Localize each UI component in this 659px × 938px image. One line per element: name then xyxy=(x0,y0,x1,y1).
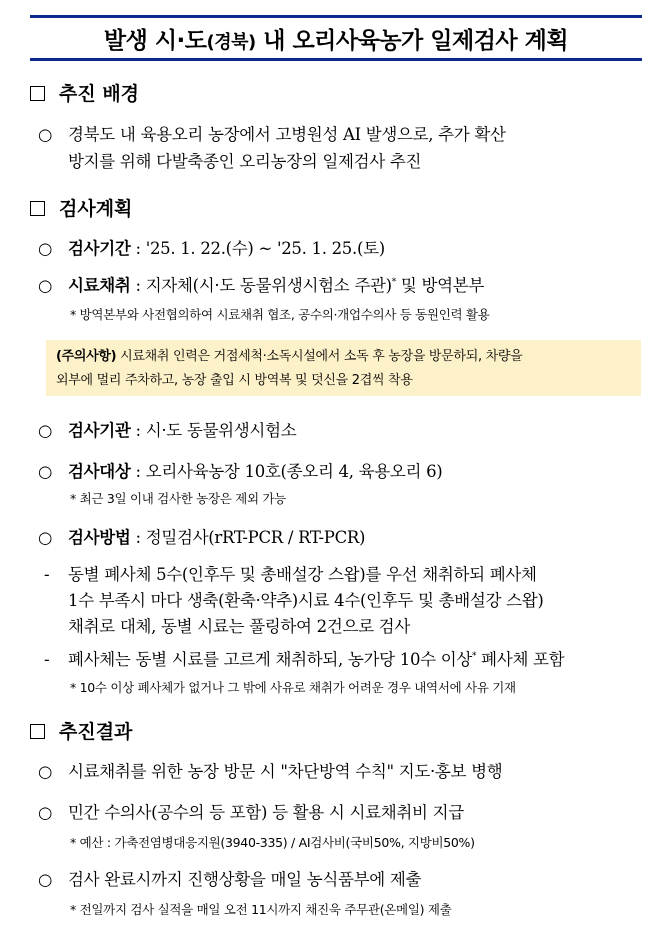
background-item-line2 xyxy=(68,148,421,172)
background-line1: 경북도 내 육용오리 농장에서 고병원성 AI 발생으로, 추가 확산 xyxy=(68,125,506,144)
section-result-heading xyxy=(30,717,132,744)
caution-text1: 시료채취 인력은 거점세척·소독시설에서 소독 후 농장을 방문하되, 차량을 xyxy=(116,349,523,364)
footnote-mark: * xyxy=(472,651,477,662)
title-bar xyxy=(30,15,642,61)
sampling-value2: 및 방역본부 xyxy=(395,276,485,295)
method-dash1-line2: 1수 부족시 마다 생축(환축·약추)시료 4수(인후두 및 총배설강 스왑) xyxy=(68,591,544,610)
sampling-label: 시료채취 xyxy=(68,276,131,295)
background-line2: 방지를 위해 다발축종인 오리농장의 일제검사 추진 xyxy=(68,152,422,171)
circle-bullet-icon: ○ xyxy=(38,803,53,822)
sampling-value: : 지자체(시·도 동물위생시험소 주관) xyxy=(130,276,392,295)
checkbox-square-icon xyxy=(30,724,45,739)
result-item2-note xyxy=(70,833,475,851)
title-part-b: (경북) xyxy=(206,31,256,53)
method-dash1 xyxy=(44,561,537,585)
result-item2-note-text: * 예산 : 가축전염병대응지원(3940-335) / AI검사비(국비50%, 지방비50%) xyxy=(70,835,475,850)
checkbox-square-icon xyxy=(30,201,45,216)
target-label: 검사대상 xyxy=(68,462,131,481)
plan-target xyxy=(38,458,442,482)
agency-value: : 시·도 동물위생시험소 xyxy=(130,421,297,440)
page-title xyxy=(104,22,568,55)
plan-sampling xyxy=(38,272,484,296)
sampling-note-text: * 방역본부와 사전협의하여 시료채취 협조, 공수의·개업수의사 등 동원인력 활용 xyxy=(70,307,490,322)
period-value: : '25. 1. 22.(수) ~ '25. 1. 25.(토) xyxy=(130,239,385,258)
section-label: 검사계획 xyxy=(59,198,133,220)
circle-bullet-icon: ○ xyxy=(38,421,53,440)
section-label: 추진결과 xyxy=(59,721,133,743)
result-item2 xyxy=(38,799,464,823)
result-item3 xyxy=(38,866,421,890)
section-plan-heading xyxy=(30,194,132,221)
result-item3-text: 검사 완료시까지 진행상황을 매일 농식품부에 제출 xyxy=(68,870,422,889)
agency-label: 검사기관 xyxy=(68,421,131,440)
plan-agency xyxy=(38,417,296,441)
method-dash2-text: 폐사체는 동별 시료를 고르게 채취하되, 농가당 10수 이상 xyxy=(68,650,473,669)
method-note-text: * 10수 이상 폐사체가 없거나 그 밖에 사유로 채취가 어려운 경우 내역서에 사유 기재 xyxy=(70,680,516,695)
dash-bullet: - xyxy=(44,650,50,669)
circle-bullet-icon: ○ xyxy=(38,276,53,295)
method-dash1-line3: 채취로 대체, 동별 시료는 풀링하여 2건으로 검사 xyxy=(68,617,410,636)
method-dash1-l2 xyxy=(68,587,543,611)
section-label: 추진 배경 xyxy=(59,83,140,105)
result-item3-note xyxy=(70,900,451,918)
target-note-text: * 최근 3일 이내 검사한 농장은 제외 가능 xyxy=(70,491,286,506)
period-label: 검사기간 xyxy=(68,239,131,258)
method-note xyxy=(70,678,516,696)
caution-box xyxy=(46,340,641,396)
circle-bullet-icon: ○ xyxy=(38,762,53,781)
result-item3-note-text: * 전일까지 검사 실적을 매일 오전 11시까지 채진욱 주무관(온메일) 제출 xyxy=(70,902,452,917)
circle-bullet-icon: ○ xyxy=(38,239,53,258)
title-part-c: 내 오리사육농가 일제검사 계획 xyxy=(255,27,569,54)
circle-bullet-icon: ○ xyxy=(38,462,53,481)
method-label: 검사방법 xyxy=(68,528,131,547)
method-value: : 정밀검사(rRT-PCR / RT-PCR) xyxy=(130,528,366,547)
footnote-mark: * xyxy=(391,277,396,288)
circle-bullet-icon: ○ xyxy=(38,870,53,889)
dash-bullet: - xyxy=(44,565,50,584)
plan-period xyxy=(38,235,385,259)
caution-line1 xyxy=(56,345,631,369)
caution-line2: 외부에 멀리 주차하고, 농장 출입 시 방역복 및 덧신을 2겹씩 착용 xyxy=(56,373,413,388)
method-dash2 xyxy=(44,646,564,670)
circle-bullet-icon: ○ xyxy=(38,125,53,144)
title-part-a: 발생 시·도 xyxy=(103,27,207,54)
circle-bullet-icon: ○ xyxy=(38,528,53,547)
caution-label: (주의사항) xyxy=(56,349,117,364)
method-dash1-l3 xyxy=(68,613,410,637)
target-note xyxy=(70,489,286,507)
section-background-heading xyxy=(30,79,139,106)
sampling-note xyxy=(70,305,490,323)
background-item xyxy=(38,121,506,145)
result-item1-text: 시료채취를 위한 농장 방문 시 "차단방역 수칙" 지도·홍보 병행 xyxy=(68,762,503,781)
checkbox-square-icon xyxy=(30,86,45,101)
plan-method xyxy=(38,524,365,548)
result-item1 xyxy=(38,758,502,782)
result-item2-text: 민간 수의사(공수의 등 포함) 등 활용 시 시료채취비 지급 xyxy=(68,803,464,822)
method-dash1-line1: 동별 폐사체 5수(인후두 및 총배설강 스왑)를 우선 채취하되 폐사체 xyxy=(68,565,537,584)
method-dash2-text2: 폐사체 포함 xyxy=(476,650,565,669)
target-value: : 오리사육농장 10호(종오리 4, 육용오리 6) xyxy=(130,462,443,481)
